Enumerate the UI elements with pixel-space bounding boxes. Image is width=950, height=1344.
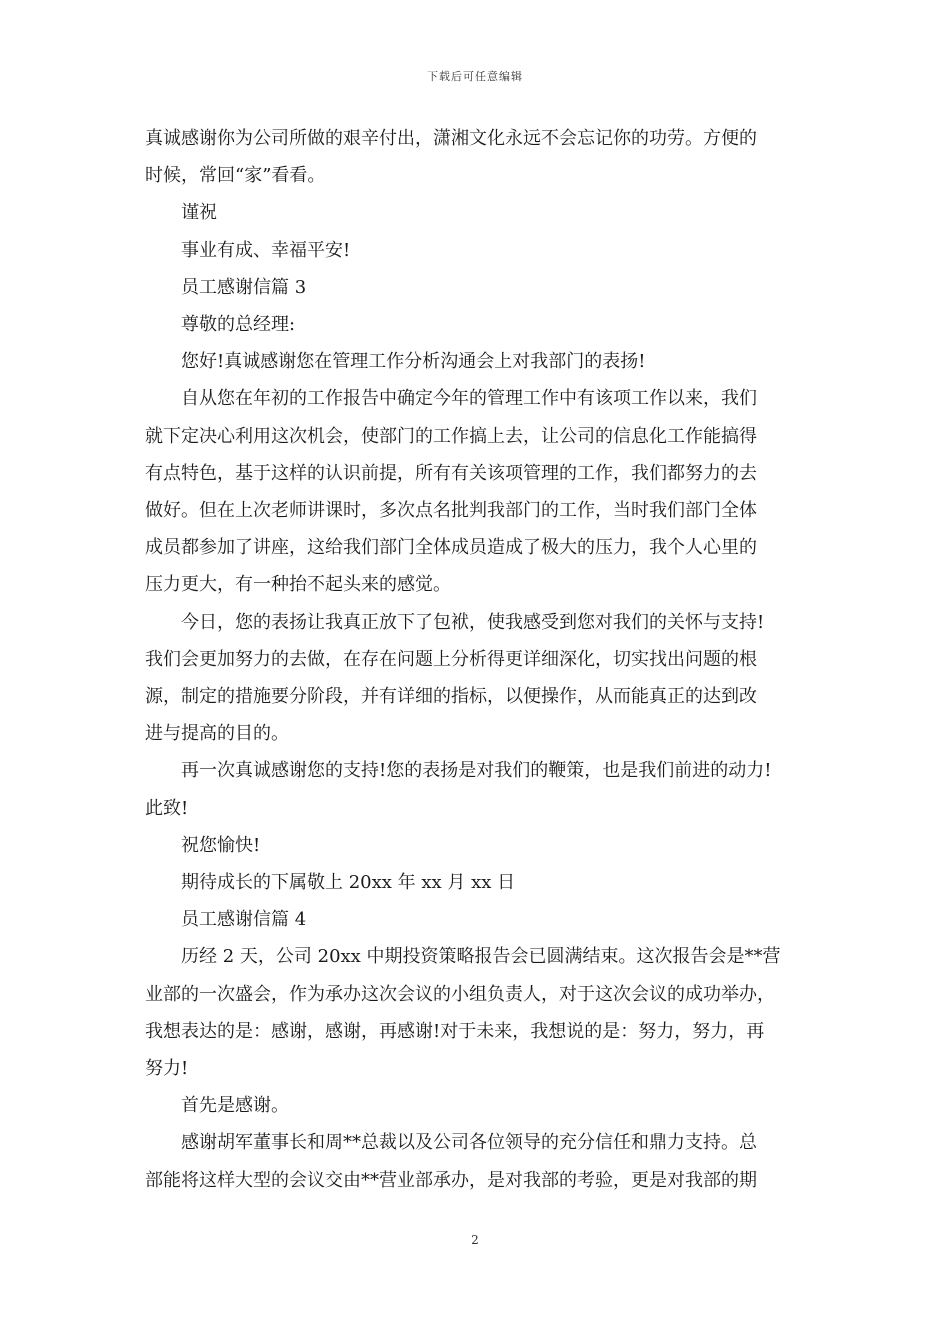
text-line: 此致!	[145, 797, 189, 819]
page-header: 下载后可任意编辑	[427, 70, 523, 83]
text-line: 历经 2 天，公司 20xx 中期投资策略报告会已圆满结束。这次报告会是**营	[181, 946, 781, 968]
section-heading: 员工感谢信篇 3	[181, 276, 307, 298]
text-line: 今日，您的表扬让我真正放下了包袱，使我感受到您对我们的关怀与支持!	[181, 611, 765, 633]
text-line: 有点特色，基于这样的认识前提，所有有关该项管理的工作，我们都努力的去	[145, 462, 757, 484]
text-line: 真诚感谢你为公司所做的艰辛付出，潇湘文化永远不会忘记你的功劳。方便的	[145, 128, 757, 149]
text-line: 感谢胡军董事长和周**总裁以及公司各位领导的充分信任和鼎力支持。总	[181, 1132, 757, 1154]
text-line: 时候，常回“家”看看。	[145, 165, 326, 187]
signature-line: 期待成长的下属敬上 20xx 年 xx 月 xx 日	[181, 872, 516, 894]
section-heading: 员工感谢信篇 4	[181, 909, 307, 931]
salutation: 尊敬的总经理:	[181, 314, 296, 336]
text-line: 部能将这样大型的会议交由**营业部承办，是对我部的考验，更是对我部的期	[145, 1169, 757, 1191]
text-line: 压力更大，有一种抬不起头来的感觉。	[145, 574, 451, 596]
text-line: 源，制定的措施要分阶段，并有详细的指标，以便操作，从而能真正的达到改	[145, 686, 757, 708]
text-line: 成员都参加了讲座，这给我们部门全体成员造成了极大的压力，我个人心里的	[145, 537, 757, 559]
text-line: 就下定决心利用这次机会，使部门的工作搞上去，让公司的信息化工作能搞得	[145, 425, 757, 447]
document-body	[145, 120, 810, 1199]
text-line: 进与提高的目的。	[145, 723, 289, 745]
text-line: 谨祝	[181, 202, 217, 224]
text-line: 努力!	[145, 1058, 189, 1080]
text-line: 再一次真诚感谢您的支持!您的表扬是对我们的鞭策，也是我们前进的动力!	[181, 760, 772, 782]
text-line: 事业有成、幸福平安!	[181, 239, 351, 261]
text-line: 我们会更加努力的去做，在存在问题上分析得更详细深化，切实找出问题的根	[145, 648, 757, 670]
page-number: 2	[471, 1233, 479, 1247]
text-line: 您好!真诚感谢您在管理工作分析沟通会上对我部门的表扬!	[181, 351, 646, 373]
text-line: 业部的一次盛会，作为承办这次会议的小组负责人，对于这次会议的成功举办，	[145, 983, 775, 1005]
text-line: 我想表达的是：感谢，感谢，再感谢!对于未来，我想说的是：努力，努力，再	[145, 1020, 765, 1042]
text-line: 自从您在年初的工作报告中确定今年的管理工作中有该项工作以来，我们	[181, 388, 757, 410]
text-line: 首先是感谢。	[181, 1095, 289, 1117]
text-line: 祝您愉快!	[181, 834, 261, 856]
text-line: 做好。但在上次老师讲课时，多次点名批判我部门的工作，当时我们部门全体	[145, 500, 757, 522]
